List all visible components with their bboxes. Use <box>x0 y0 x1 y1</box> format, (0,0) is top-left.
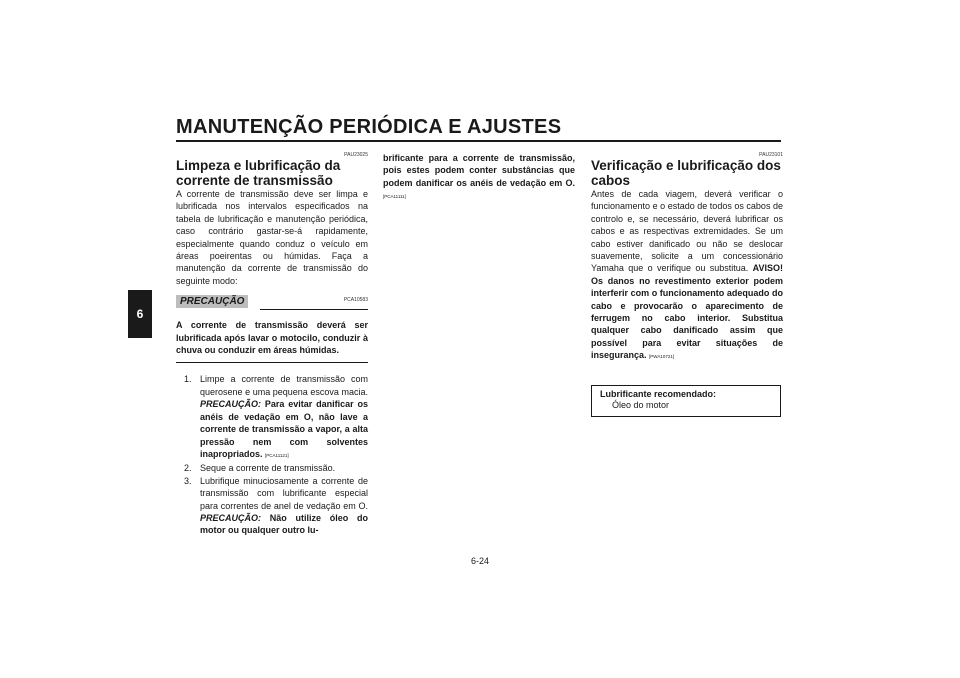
section-intro: A corrente de transmissão deve ser limpa e lubrificada nos intervalos especificados na tabela de lubrificação e manutenção periódica, caso contrário gastar-se-á rapidamente, especialmente quando conduz o veículo em áreas poeirentas ou húmidas. Faça a manutenção da corrente de transmissão do seguinte modo: <box>176 189 368 286</box>
recommended-lubricant-box <box>591 385 781 417</box>
column-3 <box>591 152 783 364</box>
caution-header <box>176 295 368 313</box>
box-title: Lubrificante recomendado: <box>600 389 717 399</box>
page-title: MANUTENÇÃO PERIÓDICA E AJUSTES <box>176 116 562 138</box>
caution-text: A corrente de transmissão deverá ser lubrificada após lavar o motocilo, conduzir à chuva ou conduzir em áreas húmidas. <box>176 320 368 356</box>
section-code: PAU23025 <box>344 152 368 158</box>
column-1 <box>176 152 368 537</box>
chapter-number: 6 <box>136 307 144 321</box>
section-code: PAU23101 <box>759 152 783 158</box>
box-value: Óleo do motor <box>612 400 670 410</box>
list-item: 2. Seque a corrente de transmissão. <box>184 463 336 474</box>
caution-rule <box>260 309 368 310</box>
list-item: 1. Limpe a corrente de transmissão com querosene e uma pequena escova macia. PRECAUÇÃO: Para evitar danificar os anéis de vedação em O, não lave a corrente de transmissão a vapor, a alta pressão nem com solventes inapropriados. [PCA11121] <box>184 374 368 459</box>
section-heading: Verificação e lubrificação dos cabos <box>591 158 781 188</box>
section-intro: Antes de cada viagem, deverá verificar o funcionamento e o estado de todos os cabos de controlo e, se necessário, deverá lubrificar os cabos e as respectivas extremidades. Se um cabo estiver danificado ou não se deslocar suavemente, solicite a um concessionário Yamaha que o verifique ou substitua. AVISO! Os danos no revestimento exterior podem interferir com o funcionamento adequado do cabo e provocarão o aparecimento de ferrugem no cabo interior. Substitua qualquer cabo danificado assim que possível para evitar situações de insegurança. [PWA10721] <box>591 189 783 361</box>
column-2 <box>383 152 575 204</box>
page-number: 6-24 <box>470 556 489 566</box>
caution-code: PCA10583 <box>343 297 368 304</box>
caution-end-rule <box>176 362 368 363</box>
caution-label: PRECAUÇÃO <box>176 295 248 308</box>
header-rule <box>176 140 781 142</box>
section-heading: Limpeza e lubrificação da corrente de transmissão <box>176 158 341 188</box>
steps-list <box>176 373 368 536</box>
list-item: 3. Lubrifique minuciosamente a corrente de transmissão com lubrificante especial para correntes de anel de vedação em O. PRECAUÇÃO: Não utilize óleo do motor ou qualquer outro lu- <box>184 475 368 536</box>
continued-text: brificante para a corrente de transmissão, pois estes podem conter substâncias que podem danificar os anéis de vedação em O. [PCA11111] <box>383 153 575 200</box>
